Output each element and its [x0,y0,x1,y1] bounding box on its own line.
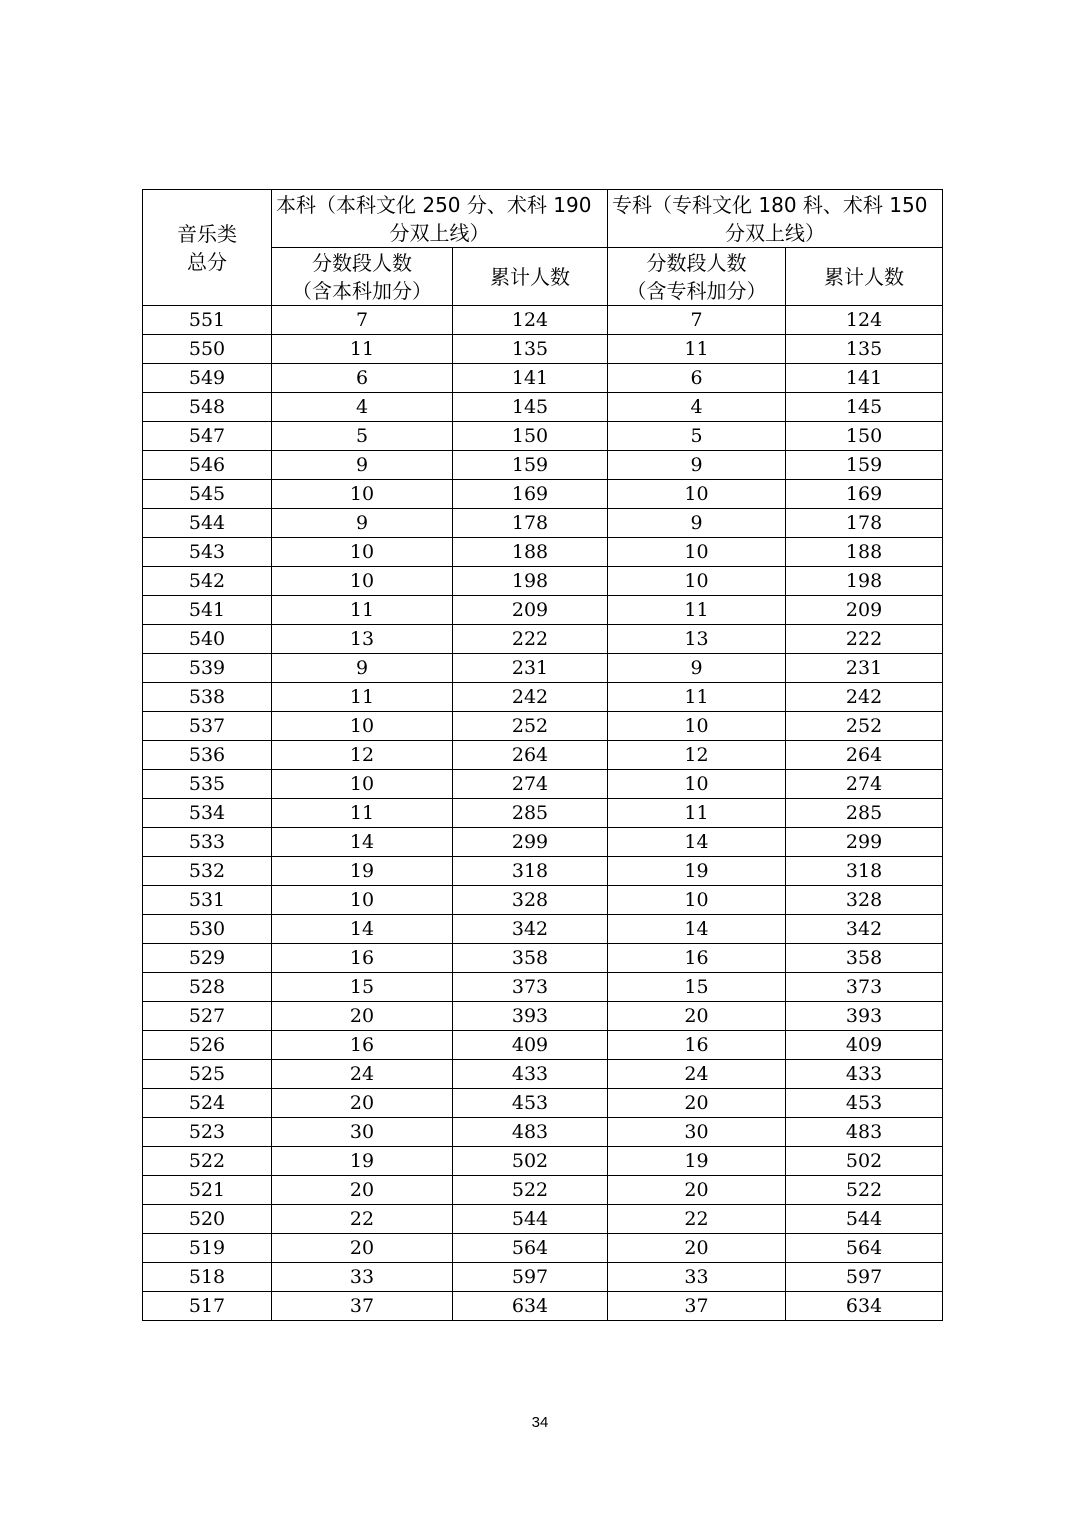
undergrad-group-line-1: 本科（本科文化 250 分、术科 190 [276,192,592,217]
undergrad-count-cell: 15 [272,973,453,1002]
score-cell: 549 [143,364,272,393]
score-cell: 533 [143,828,272,857]
vocational-count-cell: 30 [608,1118,786,1147]
vocational-count-cell: 16 [608,944,786,973]
score-cell: 527 [143,1002,272,1031]
vocational-cumulative-cell: 135 [786,335,943,364]
table-row [143,770,943,799]
score-column-header [143,190,272,306]
undergrad-cumulative-cell: 264 [453,741,608,770]
table-row [143,857,943,886]
table-row [143,306,943,335]
vocational-cumulative-cell: 564 [786,1234,943,1263]
undergrad-cumulative-cell: 141 [453,364,608,393]
vocational-cumulative-cell: 124 [786,306,943,335]
score-cell: 551 [143,306,272,335]
score-cell: 537 [143,712,272,741]
table-row [143,1205,943,1234]
undergrad-cumulative-cell: 135 [453,335,608,364]
vocational-cumulative-cell: 285 [786,799,943,828]
score-cell: 539 [143,654,272,683]
vocational-count-cell: 14 [608,915,786,944]
vocational-cumulative-cell: 188 [786,538,943,567]
vocational-count-cell: 24 [608,1060,786,1089]
undergrad-cumulative-cell: 502 [453,1147,608,1176]
vocational-count-cell: 10 [608,770,786,799]
vocational-count-cell: 10 [608,712,786,741]
undergrad-cumulative-cell: 159 [453,451,608,480]
vocational-cumulative-cell: 141 [786,364,943,393]
undergrad-cumulative-cell: 274 [453,770,608,799]
vocational-count-cell: 33 [608,1263,786,1292]
undergrad-segment-line-2: （含本科加分） [292,278,432,303]
vocational-group-line-2: 分双上线） [725,220,826,245]
undergrad-count-cell: 33 [272,1263,453,1292]
vocational-count-cell: 20 [608,1002,786,1031]
vocational-cumulative-cell: 393 [786,1002,943,1031]
undergrad-count-cell: 10 [272,886,453,915]
vocational-cumulative-cell: 502 [786,1147,943,1176]
vocational-cumulative-cell: 597 [786,1263,943,1292]
vocational-cumulative-cell: 145 [786,393,943,422]
undergrad-cumulative-cell: 231 [453,654,608,683]
table-row [143,1089,943,1118]
undergrad-cumulative-cell: 209 [453,596,608,625]
vocational-cumulative-cell: 409 [786,1031,943,1060]
score-distribution-table [142,189,943,1321]
undergrad-count-cell: 12 [272,741,453,770]
vocational-count-cell: 7 [608,306,786,335]
table-row [143,712,943,741]
vocational-cumulative-cell: 433 [786,1060,943,1089]
table-row [143,1060,943,1089]
undergrad-cumulative-cell: 328 [453,886,608,915]
table-row [143,335,943,364]
vocational-count-cell: 10 [608,886,786,915]
undergrad-cumulative-cell: 564 [453,1234,608,1263]
undergrad-cumulative-cell: 318 [453,857,608,886]
score-cell: 543 [143,538,272,567]
score-cell: 548 [143,393,272,422]
table-row [143,625,943,654]
undergrad-cumulative-cell: 433 [453,1060,608,1089]
table-row [143,509,943,538]
table-row [143,364,943,393]
undergrad-group-line-2: 分双上线） [389,220,490,245]
vocational-group-header [608,190,943,248]
undergrad-count-cell: 16 [272,1031,453,1060]
vocational-count-cell: 11 [608,596,786,625]
vocational-cumulative-cell: 159 [786,451,943,480]
score-cell: 523 [143,1118,272,1147]
score-header-line-1: 音乐类 [177,221,237,246]
undergrad-count-cell: 30 [272,1118,453,1147]
score-cell: 521 [143,1176,272,1205]
score-cell: 540 [143,625,272,654]
score-cell: 541 [143,596,272,625]
vocational-cumulative-cell: 150 [786,422,943,451]
undergrad-segment-line-1: 分数段人数 [312,250,412,275]
table-row [143,799,943,828]
vocational-cumulative-cell: 299 [786,828,943,857]
undergrad-count-cell: 9 [272,654,453,683]
vocational-cumulative-cell: 222 [786,625,943,654]
table-row [143,451,943,480]
vocational-count-cell: 16 [608,1031,786,1060]
vocational-cumulative-cell: 328 [786,886,943,915]
undergrad-count-cell: 7 [272,306,453,335]
undergrad-count-cell: 6 [272,364,453,393]
table-row [143,1263,943,1292]
undergrad-count-cell: 9 [272,451,453,480]
undergrad-cumulative-cell: 242 [453,683,608,712]
undergrad-cumulative-cell: 299 [453,828,608,857]
undergrad-cumulative-cell: 373 [453,973,608,1002]
undergrad-count-cell: 11 [272,799,453,828]
vocational-cumulative-cell: 483 [786,1118,943,1147]
score-cell: 522 [143,1147,272,1176]
score-cell: 534 [143,799,272,828]
score-cell: 519 [143,1234,272,1263]
vocational-count-cell: 11 [608,683,786,712]
vocational-count-cell: 37 [608,1292,786,1321]
vocational-count-cell: 10 [608,538,786,567]
table-header [143,190,943,306]
undergrad-count-cell: 5 [272,422,453,451]
score-cell: 531 [143,886,272,915]
vocational-count-cell: 5 [608,422,786,451]
undergrad-count-cell: 24 [272,1060,453,1089]
score-cell: 525 [143,1060,272,1089]
table-row [143,828,943,857]
undergrad-cumulative-cell: 453 [453,1089,608,1118]
undergrad-count-cell: 19 [272,857,453,886]
undergrad-group-header [272,190,608,248]
score-cell: 545 [143,480,272,509]
table-body [143,306,943,1321]
score-header-line-2: 总分 [187,249,227,274]
undergrad-count-cell: 20 [272,1176,453,1205]
vocational-cumulative-cell: 274 [786,770,943,799]
undergrad-cumulative-cell: 150 [453,422,608,451]
table-row [143,741,943,770]
vocational-cumulative-cell: 453 [786,1089,943,1118]
undergrad-cumulative-cell: 198 [453,567,608,596]
vocational-segment-line-1: 分数段人数 [646,250,747,275]
undergrad-cumulative-cell: 522 [453,1176,608,1205]
table-row [143,1118,943,1147]
undergrad-count-cell: 10 [272,480,453,509]
table-row [143,538,943,567]
table-row [143,422,943,451]
table-row [143,393,943,422]
table-row [143,944,943,973]
undergrad-count-cell: 4 [272,393,453,422]
undergrad-cumulative-cell: 252 [453,712,608,741]
table-row [143,654,943,683]
undergrad-cumulative-cell: 393 [453,1002,608,1031]
vocational-count-cell: 22 [608,1205,786,1234]
vocational-count-cell: 13 [608,625,786,654]
vocational-cumulative-cell: 522 [786,1176,943,1205]
score-cell: 528 [143,973,272,1002]
vocational-count-cell: 12 [608,741,786,770]
undergrad-cumulative-cell: 178 [453,509,608,538]
undergrad-count-cell: 16 [272,944,453,973]
undergrad-count-cell: 11 [272,683,453,712]
vocational-count-cell: 9 [608,509,786,538]
undergrad-count-cell: 37 [272,1292,453,1321]
vocational-cumulative-cell: 169 [786,480,943,509]
vocational-cumulative-cell: 373 [786,973,943,1002]
table-row [143,1234,943,1263]
vocational-count-cell: 20 [608,1089,786,1118]
vocational-segment-line-2: （含专科加分） [626,278,767,303]
undergrad-count-cell: 9 [272,509,453,538]
vocational-cumulative-cell: 318 [786,857,943,886]
undergrad-count-cell: 11 [272,596,453,625]
undergrad-cumulative-cell: 544 [453,1205,608,1234]
vocational-count-cell: 10 [608,480,786,509]
vocational-cumulative-header: 累计人数 [786,248,943,306]
table-row [143,886,943,915]
vocational-count-cell: 20 [608,1234,786,1263]
score-cell: 546 [143,451,272,480]
undergrad-cumulative-cell: 169 [453,480,608,509]
vocational-count-cell: 11 [608,799,786,828]
undergrad-cumulative-cell: 597 [453,1263,608,1292]
vocational-cumulative-cell: 252 [786,712,943,741]
table-row [143,1031,943,1060]
undergrad-cumulative-cell: 188 [453,538,608,567]
undergrad-cumulative-cell: 409 [453,1031,608,1060]
table-row [143,596,943,625]
undergrad-cumulative-header: 累计人数 [453,248,608,306]
undergrad-count-cell: 20 [272,1089,453,1118]
table-row [143,1147,943,1176]
undergrad-count-cell: 13 [272,625,453,654]
undergrad-count-cell: 22 [272,1205,453,1234]
vocational-segment-header [608,248,786,306]
undergrad-cumulative-cell: 634 [453,1292,608,1321]
undergrad-cumulative-cell: 483 [453,1118,608,1147]
vocational-cumulative-cell: 242 [786,683,943,712]
vocational-count-cell: 9 [608,654,786,683]
undergrad-count-cell: 14 [272,915,453,944]
score-cell: 530 [143,915,272,944]
undergrad-count-cell: 19 [272,1147,453,1176]
vocational-count-cell: 6 [608,364,786,393]
score-cell: 520 [143,1205,272,1234]
vocational-count-cell: 14 [608,828,786,857]
vocational-cumulative-cell: 264 [786,741,943,770]
table-row [143,1176,943,1205]
table-row [143,567,943,596]
undergrad-cumulative-cell: 342 [453,915,608,944]
score-cell: 529 [143,944,272,973]
vocational-cumulative-cell: 209 [786,596,943,625]
vocational-cumulative-cell: 342 [786,915,943,944]
score-cell: 550 [143,335,272,364]
score-cell: 518 [143,1263,272,1292]
undergrad-count-cell: 10 [272,770,453,799]
table-row [143,973,943,1002]
table-row [143,1292,943,1321]
undergrad-count-cell: 20 [272,1234,453,1263]
vocational-count-cell: 20 [608,1176,786,1205]
score-cell: 524 [143,1089,272,1118]
score-cell: 538 [143,683,272,712]
undergrad-count-cell: 20 [272,1002,453,1031]
vocational-cumulative-cell: 634 [786,1292,943,1321]
undergrad-count-cell: 10 [272,567,453,596]
score-cell: 544 [143,509,272,538]
vocational-cumulative-cell: 544 [786,1205,943,1234]
undergrad-cumulative-cell: 124 [453,306,608,335]
vocational-cumulative-cell: 198 [786,567,943,596]
undergrad-cumulative-cell: 145 [453,393,608,422]
vocational-count-cell: 10 [608,567,786,596]
vocational-cumulative-cell: 231 [786,654,943,683]
vocational-count-cell: 9 [608,451,786,480]
vocational-count-cell: 11 [608,335,786,364]
table-row [143,1002,943,1031]
score-cell: 517 [143,1292,272,1321]
vocational-count-cell: 15 [608,973,786,1002]
undergrad-cumulative-cell: 358 [453,944,608,973]
undergrad-count-cell: 14 [272,828,453,857]
undergrad-segment-header [272,248,453,306]
vocational-count-cell: 19 [608,1147,786,1176]
score-cell: 526 [143,1031,272,1060]
table-row [143,683,943,712]
undergrad-count-cell: 10 [272,712,453,741]
score-cell: 542 [143,567,272,596]
vocational-cumulative-cell: 178 [786,509,943,538]
score-cell: 532 [143,857,272,886]
page-number: 34 [531,1414,549,1431]
vocational-cumulative-cell: 358 [786,944,943,973]
undergrad-cumulative-cell: 285 [453,799,608,828]
score-cell: 547 [143,422,272,451]
undergrad-count-cell: 10 [272,538,453,567]
vocational-count-cell: 19 [608,857,786,886]
score-cell: 536 [143,741,272,770]
table-row [143,915,943,944]
undergrad-count-cell: 11 [272,335,453,364]
vocational-count-cell: 4 [608,393,786,422]
vocational-group-line-1: 专科（专科文化 180 科、术科 150 [612,192,928,217]
undergrad-cumulative-cell: 222 [453,625,608,654]
table-row [143,480,943,509]
score-cell: 535 [143,770,272,799]
